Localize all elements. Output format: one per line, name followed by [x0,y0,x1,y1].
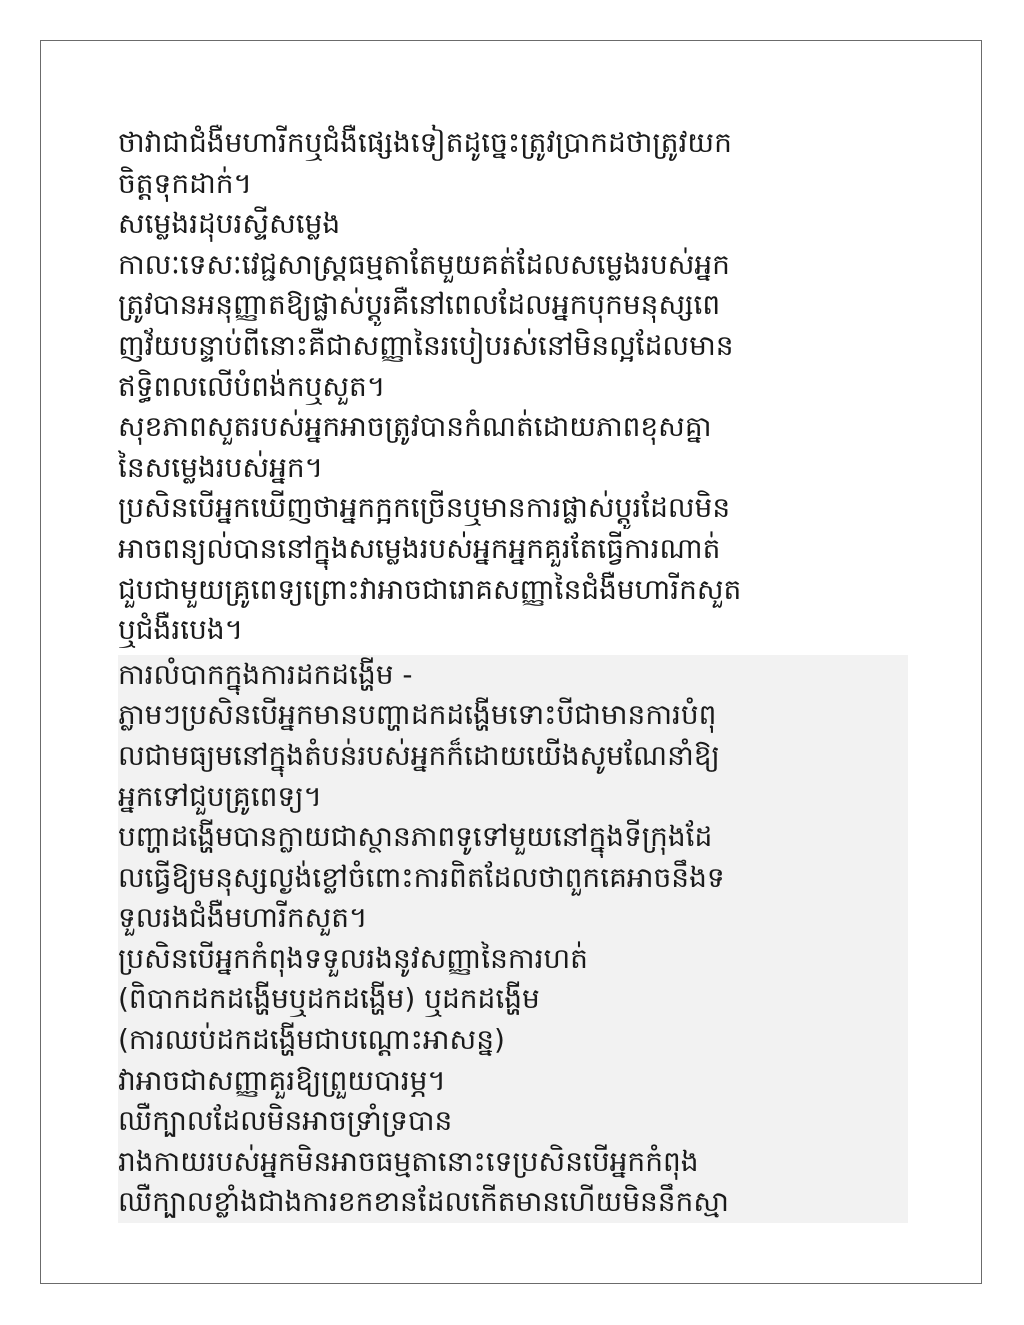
text-line: នៃសម្លេងរបស់អ្នក។ [118,450,324,484]
text-line: ត្រូវបានអនុញ្ញាតឱ្យផ្លាស់ប្តូរគឺនៅពេលដែលអ្នកបុកមនុស្សពេ [118,288,721,322]
text-line: (ការឈប់ដកដង្ហើមជាបណ្តោះអាសន្ន) [118,1023,505,1057]
text-line: ញវ័យបន្ទាប់ពីនោះគឺជាសញ្ញានៃរបៀបរស់នៅមិនល្អដែលមាន [118,328,734,362]
document-body [118,123,908,1223]
text-line: វាអាចជាសញ្ញាគួរឱ្យព្រួយបារម្ភ។ [118,1063,446,1097]
text-line: (ពិបាកដកដង្ហើមឬដកដង្ហើម) ឬដកដង្ហើម [118,982,540,1016]
text-line: ប្រសិនបើអ្នកឃើញថាអ្នកក្អកច្រើនឬមានការផ្លាស់ប្តូរដែលមិន [118,491,731,525]
text-line: ជួបជាមួយគ្រូពេទ្យព្រោះវាអាចជារោគសញ្ញានៃជំងឺមហារីកសួត [118,572,742,606]
text-line: ទួលរងជំងឺមហារីកសួត។ [118,901,368,935]
text-line: ភ្លាមៗប្រសិនបើអ្នកមានបញ្ហាដកដង្ហើមទោះបីជាមានការបំពុ [118,698,717,732]
text-line: ឈឺក្បាលខ្លាំងជាងការខកខានដែលកើតមានហើយមិននឹកស្មា [118,1185,729,1219]
text-line: កាលៈទេសៈវេជ្ជសាស្ត្រធម្មតាតែមួយគត់ដែលសម្លេងរបស់អ្នក [118,247,730,281]
text-line: លជាមធ្យមនៅក្នុងតំបន់របស់អ្នកក៏ដោយយើងសូមណែនាំឱ្យ [118,738,720,772]
text-line: ចិត្តទុកដាក់។ [118,166,252,200]
text-line: បញ្ហាដង្ហើមបានក្លាយជាស្ថានភាពទូទៅមួយនៅក្នុងទីក្រុងដែ [118,820,713,854]
text-line: ឈឺក្បាលដែលមិនអាចទ្រាំទ្របាន [118,1104,453,1138]
paragraph-block [118,123,908,651]
shaded-paragraph-block [118,655,908,1223]
text-line: ថាវាជាជំងឺមហារីកឬជំងឺផ្សេងទៀតដូច្នេះត្រូវប្រាកដថាត្រូវយក [118,126,732,159]
text-line: ឥទ្ធិពលលើបំពង់កឬសួត។ [118,369,386,403]
text-line: សម្លេងរដុបរស្ទីសម្លេង [118,207,341,241]
text-line: សុខភាពសួតរបស់អ្នកអាចត្រូវបានកំណត់ដោយភាពខុសគ្នា [118,410,712,444]
text-line: ប្រសិនបើអ្នកកំពុងទទួលរងនូវសញ្ញានៃការហត់ [118,941,588,975]
text-line: ឬជំងឺរបេង។ [118,613,244,647]
text-line: អ្នកទៅជួបគ្រូពេទ្យ។ [118,779,322,813]
text-line: រាងកាយរបស់អ្នកមិនអាចធម្មតានោះទេប្រសិនបើអ្នកកំពុង [118,1144,699,1178]
text-line: លធ្វើឱ្យមនុស្សល្ងង់ខ្លៅចំពោះការពិតដែលថាពួកគេអាចនឹងទ [118,860,725,894]
text-line: ការលំបាកក្នុងការដកដង្ហើម - [118,657,413,691]
text-line: អាចពន្យល់បាននៅក្នុងសម្លេងរបស់អ្នកអ្នកគួរតែធ្វើការណាត់ [118,531,721,565]
